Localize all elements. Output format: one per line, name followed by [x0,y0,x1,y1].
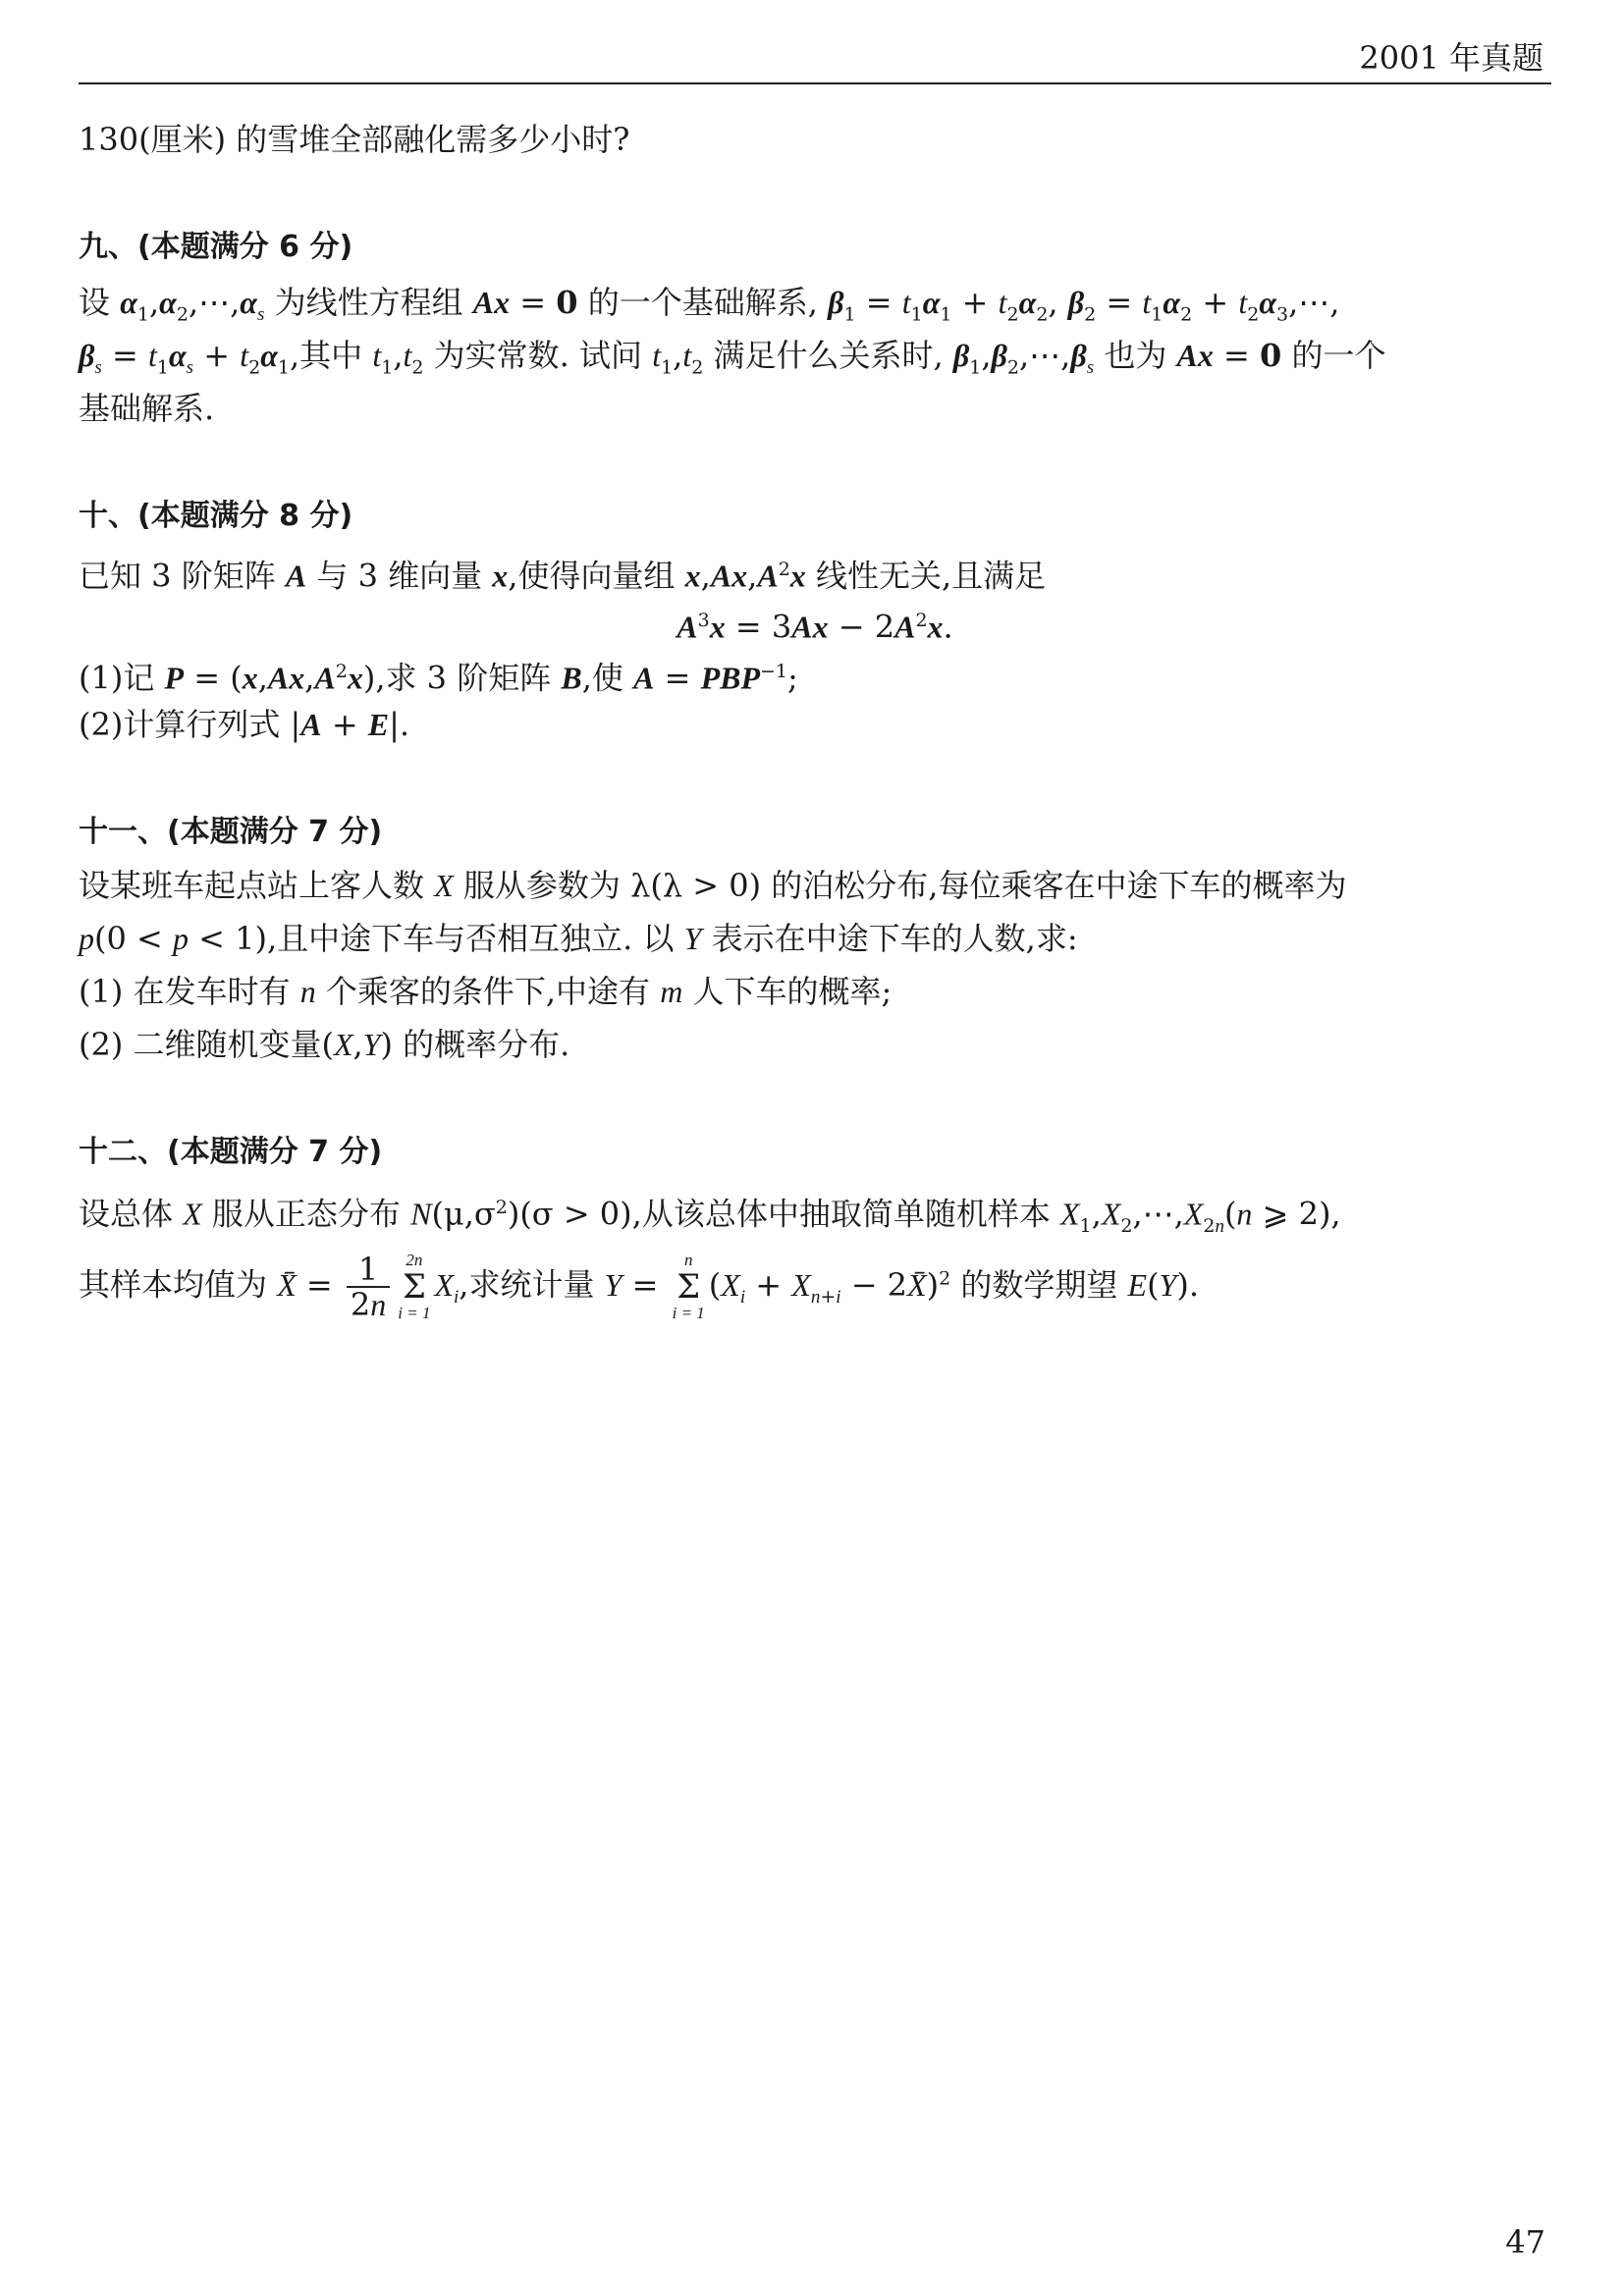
page-number: 47 [1505,2223,1545,2261]
problem12-suffix: 的数学期望 E(Y). [960,1265,1199,1304]
summation-icon: 2n Σ i = 1 [398,1251,431,1323]
problem12-line1: 设总体 X 服从正态分布 $N(\mu,\sigma^2)(\sigma > 0)$,从该总体中抽取简单随机样本 $X_1,X_2,\cdots,X_{2n}(n$ ⩾ 2), [79,1195,1341,1238]
problem12-prefix: 其样本均值为 [79,1265,268,1304]
fraction: $\frac{1}{2n}$ [347,1253,390,1321]
problem9-title: 九、(本题满分 6 分) [79,230,353,264]
statistic-formula: Y = n Σ i = 1 ($X_i + X_{n+i}$ − 2X̄)$^2$ [604,1251,951,1323]
problem12-middle: ,求统计量 [459,1265,595,1304]
problem11-part1: (1) 在发车时有 n 个乘客的条件下,中途有 m 人下车的概率; [79,973,893,1010]
problem10-title: 十、(本题满分 8 分) [79,499,353,533]
problem12-line2 [79,1239,1551,1324]
problem10-part2: (2)计算行列式 |A + E|. [79,706,410,743]
summation-icon: n Σ i = 1 [672,1251,705,1323]
problem10-part1: (1)记 $P = (x,Ax,A^2x)$,求 3 阶矩阵 B,使 $A = PBP^{-1}$; [79,659,798,697]
problem9-line2: $\beta_s = t_1\alpha_s + t_2\alpha_1$,其中 $t_1,t_2$ 为实常数. 试问 $t_1,t_2$ 满足什么关系时, $\beta_1,\beta_2,\cdots,\beta_s$ 也为 Ax = 0 的一个 [79,337,1386,379]
problem11-part2: (2) 二维随机变量(X,Y) 的概率分布. [79,1026,570,1063]
sample-mean-formula: X̄ = $\frac{1}{2n}$ 2n Σ i = 1 $X_i$ [277,1251,460,1324]
page-header [79,24,1551,84]
problem12-title: 十二、(本题满分 7 分) [79,1135,383,1169]
header-title: 2001 年真题 [1359,39,1543,77]
problem11-line2: p(0 < p < 1),且中途下车与否相互独立. 以 Y 表示在中途下车的人数,求: [79,920,1078,957]
problem9-line1: 设 $\alpha_1,\alpha_2,\cdots,\alpha_s$ 为线性方程组 Ax = 0 的一个基础解系, $\beta_1 = t_1\alpha_1 + t_2\alpha_2$, $\beta_2 = t_1\alpha_2$ + $t_2\alpha_3,\cdots$, [79,284,1340,326]
problem10-equation: $A^3x = 3Ax - 2A^2x$. [677,608,953,646]
problem11-title: 十一、(本题满分 7 分) [79,815,383,849]
intro-text: 130(厘米) 的雪堆全部融化需多少小时? [79,121,630,158]
problem9-line3: 基础解系. [79,390,215,427]
problem10-line1: 已知 3 阶矩阵 A 与 3 维向量 x,使得向量组 $x,Ax,A^2x$ 线性无关,且满足 [79,557,1047,595]
problem11-line1: 设某班车起点站上客人数 X 服从参数为 λ(λ > 0) 的泊松分布,每位乘客在中途下车的概率为 [79,867,1347,904]
